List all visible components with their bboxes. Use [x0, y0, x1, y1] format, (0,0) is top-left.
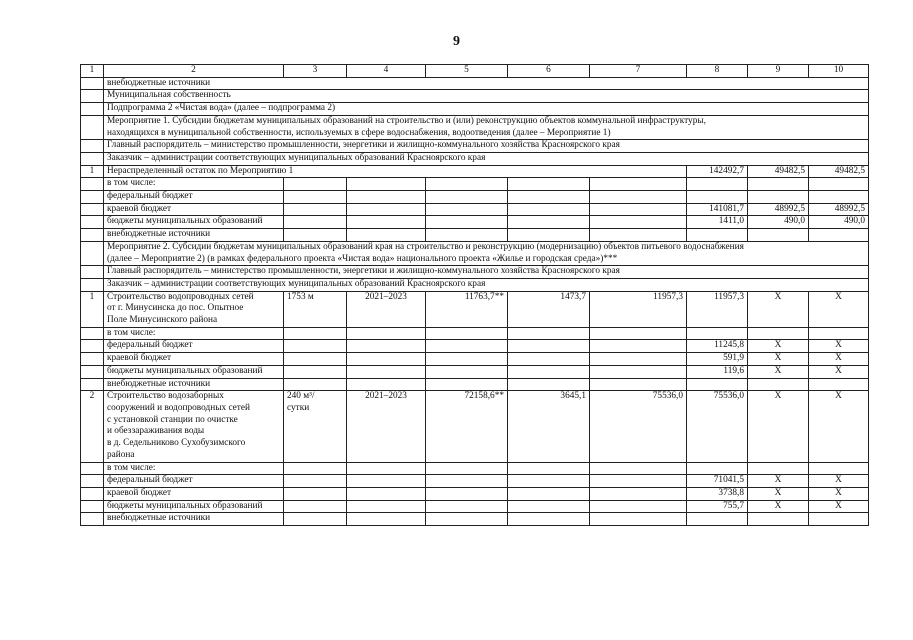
table-row	[81, 266, 869, 279]
object1-name: Строительство водопроводных сетей от г. Минусинска до пос. Опытное Поле Минусинского района	[104, 291, 284, 327]
table-row: внебюджетные источники	[81, 229, 869, 242]
remainder-name: Нераспределенный остаток по Мероприятию 1	[104, 165, 687, 178]
table-row: внебюджетные источники	[81, 378, 869, 391]
table-row: в том числе:	[81, 178, 869, 191]
header-cell: 5	[426, 65, 508, 78]
row-number: 1	[81, 291, 104, 327]
table-row: бюджеты муниципальных образований 755,7 Х Х	[81, 500, 869, 513]
header-cell: 3	[284, 65, 347, 78]
row-number: 2	[81, 391, 104, 462]
table-row: в том числе:	[81, 462, 869, 475]
header-cell: 8	[687, 65, 748, 78]
measure1-description: Мероприятие 1. Субсидии бюджетам муниципальных образований на строительство и (или) реконструкцию объектов коммунальной инфраструктуры, находящихся в муниципальной собственности, используемых в сфере водоснабжения, водоотведения (далее – Мероприятие 1)	[104, 115, 869, 139]
table-row: бюджеты муниципальных образований 1411,0 490,0 490,0	[81, 216, 869, 229]
object2-capacity: 240 м³/ сутки	[284, 391, 347, 462]
measure2-description: Мероприятие 2. Субсидии бюджетам муниципальных образований края на строительство и реконструкцию (модернизацию) объектов питьевого водоснабжения (далее – Мероприятие 2) (в рамках федерального проекта «Чистая вода» национального проекта «Жилье и городская среда»)***	[104, 241, 869, 265]
table-row	[81, 152, 869, 165]
object1-capacity: 1753 м	[284, 291, 347, 327]
row-number: 1	[81, 165, 104, 178]
table-row: краевой бюджет 3738,8 Х Х	[81, 487, 869, 500]
table-row: краевой бюджет 591,9 Х Х	[81, 353, 869, 366]
table-row: внебюджетные источники	[81, 513, 869, 526]
object2-period: 2021–2023	[347, 391, 426, 462]
table-row: в том числе:	[81, 327, 869, 340]
budget-table	[80, 64, 869, 526]
header-cell: 6	[508, 65, 590, 78]
table-row: 1 Строительство водопроводных сетей от г. Минусинска до пос. Опытное Поле Минусинского района 1753 м 2021–2023 11763,7** 1473,7 11957,3 11957,3 Х Х	[81, 291, 869, 327]
object1-period: 2021–2023	[347, 291, 426, 327]
header-row	[81, 65, 869, 78]
measure2-distributor: Главный распорядитель – министерство промышленности, энергетики и жилищно-коммунального хозяйства Красноярского края	[104, 266, 869, 279]
measure1-distributor: Главный распорядитель – министерство промышленности, энергетики и жилищно-коммунального хозяйства Красноярского края	[104, 140, 869, 153]
header-cell: 1	[81, 65, 104, 78]
object2-name: Строительство водозаборных сооружений и водопроводных сетей с установкой станции по очистке и обеззараживания воды в д. Седельниково Сухобузимского района	[104, 391, 284, 462]
header-cell: 7	[590, 65, 687, 78]
table-row: 1 Нераспределенный остаток по Мероприятию 1 142492,7 49482,5 49482,5	[81, 165, 869, 178]
table-row	[81, 90, 869, 103]
measure2-customer: Заказчик – администрации соответствующих муниципальных образований Красноярского края	[104, 278, 869, 291]
table-row: краевой бюджет 141081,7 48992,5 48992,5	[81, 203, 869, 216]
table-row	[81, 115, 869, 139]
table-row	[81, 140, 869, 153]
header-cell: 10	[809, 65, 869, 78]
table-row	[81, 278, 869, 291]
row-text: внебюджетные источники	[104, 77, 869, 90]
section-title: Муниципальная собственность	[104, 90, 869, 103]
header-cell: 4	[347, 65, 426, 78]
table-row: федеральный бюджет 11245,8 Х Х	[81, 340, 869, 353]
table-row	[81, 103, 869, 116]
page-number: 9	[453, 34, 460, 49]
table-row: 2 Строительство водозаборных сооружений и водопроводных сетей с установкой станции по очистке и обеззараживания воды в д. Седельниково Сухобузимского района 240 м³/ сутки 2021–2023 72158,6** 3645,1 75536,0 75536,0 Х Х	[81, 391, 869, 462]
header-cell: 9	[748, 65, 809, 78]
header-cell: 2	[104, 65, 284, 78]
table-row: федеральный бюджет 71041,5 Х Х	[81, 475, 869, 488]
table-row: федеральный бюджет	[81, 191, 869, 204]
subprogram-title: Подпрограмма 2 «Чистая вода» (далее – подпрограмма 2)	[104, 103, 869, 116]
table-row	[81, 241, 869, 265]
table-row: бюджеты муниципальных образований 119,6 Х Х	[81, 365, 869, 378]
table-row	[81, 77, 869, 90]
measure1-customer: Заказчик – администрации соответствующих муниципальных образований Красноярского края	[104, 152, 869, 165]
